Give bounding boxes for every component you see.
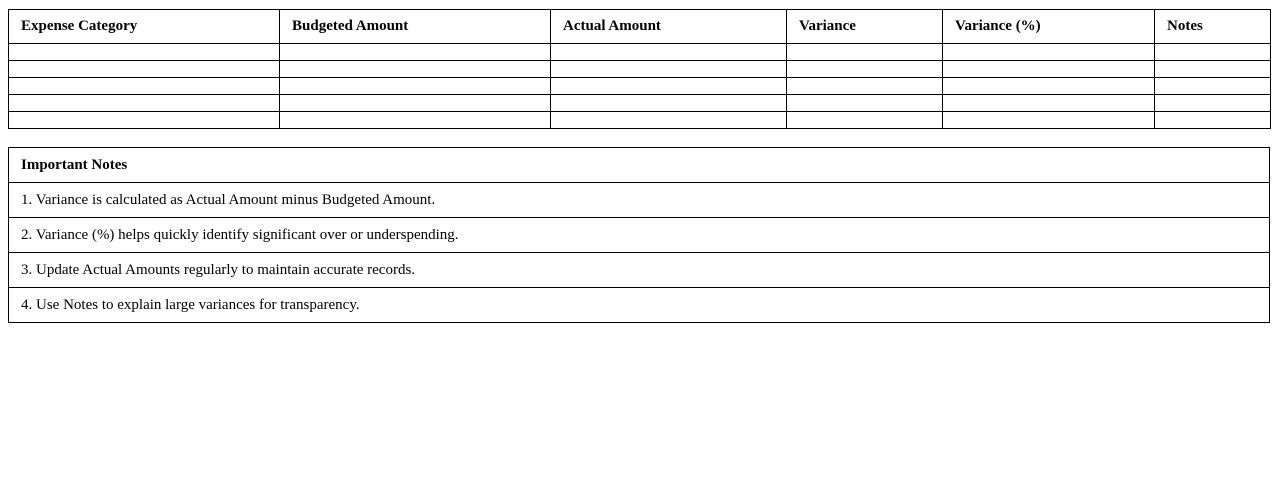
list-item bbox=[9, 218, 1270, 253]
table-cell[interactable] bbox=[9, 78, 280, 95]
table-row bbox=[9, 95, 1271, 112]
table-cell[interactable] bbox=[9, 95, 280, 112]
table-cell[interactable] bbox=[943, 95, 1155, 112]
table-cell[interactable] bbox=[551, 95, 787, 112]
table-cell[interactable] bbox=[1155, 95, 1271, 112]
note-text: 2. Variance (%) helps quickly identify significant over or underspending. bbox=[9, 218, 1270, 253]
header-budgeted-amount: Budgeted Amount bbox=[280, 10, 551, 44]
table-cell[interactable] bbox=[943, 44, 1155, 61]
table-row bbox=[9, 44, 1271, 61]
table-cell[interactable] bbox=[787, 61, 943, 78]
table-cell[interactable] bbox=[280, 112, 551, 129]
notes-title: Important Notes bbox=[9, 148, 1270, 183]
table-cell[interactable] bbox=[787, 112, 943, 129]
table-cell[interactable] bbox=[1155, 61, 1271, 78]
table-cell[interactable] bbox=[280, 61, 551, 78]
table-cell[interactable] bbox=[943, 112, 1155, 129]
table-cell[interactable] bbox=[280, 44, 551, 61]
budget-table bbox=[8, 9, 1271, 129]
table-cell[interactable] bbox=[280, 95, 551, 112]
header-actual-amount: Actual Amount bbox=[551, 10, 787, 44]
table-cell[interactable] bbox=[551, 44, 787, 61]
note-text: 4. Use Notes to explain large variances for transparency. bbox=[9, 288, 1270, 323]
list-item bbox=[9, 288, 1270, 323]
table-cell[interactable] bbox=[787, 44, 943, 61]
table-cell[interactable] bbox=[787, 78, 943, 95]
table-cell[interactable] bbox=[9, 44, 280, 61]
important-notes-table bbox=[8, 147, 1270, 323]
table-cell[interactable] bbox=[280, 78, 551, 95]
header-variance-percent: Variance (%) bbox=[943, 10, 1155, 44]
table-row bbox=[9, 112, 1271, 129]
table-cell[interactable] bbox=[9, 112, 280, 129]
table-header-row bbox=[9, 10, 1271, 44]
table-row bbox=[9, 78, 1271, 95]
table-cell[interactable] bbox=[943, 78, 1155, 95]
list-item bbox=[9, 253, 1270, 288]
table-row bbox=[9, 61, 1271, 78]
header-variance: Variance bbox=[787, 10, 943, 44]
table-cell[interactable] bbox=[943, 61, 1155, 78]
header-expense-category: Expense Category bbox=[9, 10, 280, 44]
note-text: 1. Variance is calculated as Actual Amount minus Budgeted Amount. bbox=[9, 183, 1270, 218]
table-cell[interactable] bbox=[1155, 78, 1271, 95]
table-cell[interactable] bbox=[787, 95, 943, 112]
table-cell[interactable] bbox=[551, 61, 787, 78]
table-cell[interactable] bbox=[551, 112, 787, 129]
table-cell[interactable] bbox=[9, 61, 280, 78]
header-notes: Notes bbox=[1155, 10, 1271, 44]
table-cell[interactable] bbox=[551, 78, 787, 95]
table-cell[interactable] bbox=[1155, 44, 1271, 61]
list-item bbox=[9, 183, 1270, 218]
note-text: 3. Update Actual Amounts regularly to maintain accurate records. bbox=[9, 253, 1270, 288]
notes-header-row bbox=[9, 148, 1270, 183]
table-cell[interactable] bbox=[1155, 112, 1271, 129]
